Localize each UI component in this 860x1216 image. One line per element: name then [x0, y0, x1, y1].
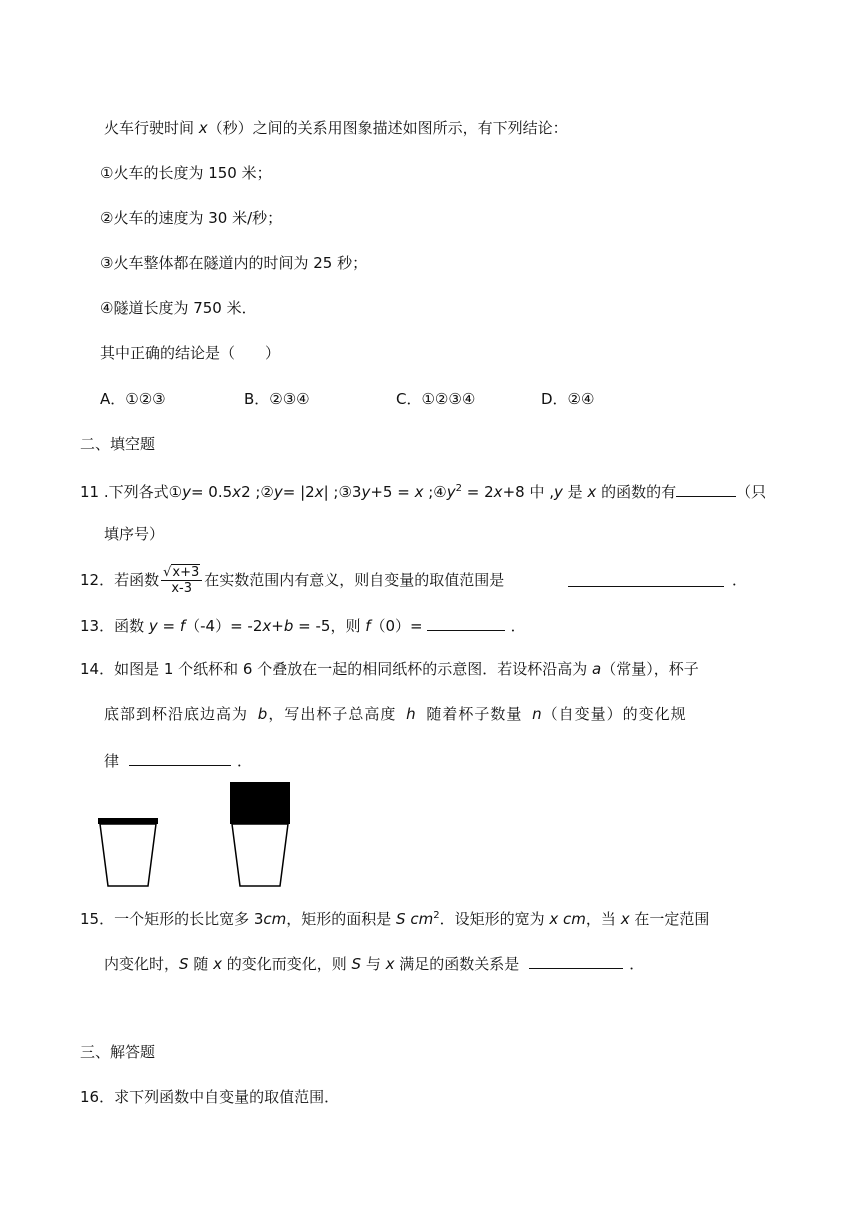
var-x: x — [198, 119, 208, 137]
t: 满足的函数关系是 — [394, 955, 520, 973]
t: 律 — [104, 752, 120, 770]
q14-line-1 — [80, 659, 699, 679]
t: ，当 — [585, 910, 621, 928]
v: y — [446, 483, 456, 501]
cup-body — [232, 824, 288, 886]
t: +5 = — [370, 483, 415, 501]
sqrt-sign: √x+3 — [163, 565, 200, 580]
q10-intro — [104, 118, 568, 138]
t: = 2 — [462, 483, 494, 501]
radicand: x+3 — [172, 565, 200, 580]
v: y — [148, 617, 158, 635]
section-heading-fill-in: 二、填空题 — [80, 435, 156, 453]
v: y — [182, 483, 191, 501]
v: h — [406, 705, 417, 723]
section-heading-answers: 三、解答题 — [80, 1043, 156, 1061]
t: 随着杯子数量 — [416, 705, 533, 723]
v: y — [361, 483, 371, 501]
v: f — [179, 617, 186, 635]
q10-conclusion-4: ④隧道长度为 750 米． — [100, 299, 257, 317]
t: 内变化时， — [104, 955, 180, 973]
t: = -5，则 — [293, 617, 366, 635]
t: ;④ — [423, 483, 447, 501]
option-d: D．②④ — [541, 390, 595, 408]
t: 2 — [433, 910, 440, 921]
t: ．设矩形的宽为 — [439, 910, 550, 928]
t: 13．函数 — [80, 617, 149, 635]
v: x — [587, 483, 597, 501]
v: b — [257, 705, 269, 723]
v: x — [232, 483, 242, 501]
denominator: x-3 — [171, 581, 192, 596]
v: x — [493, 483, 503, 501]
v: f — [365, 617, 371, 635]
q10-ask: 其中正确的结论是（ ） — [100, 344, 281, 362]
q13-line — [80, 614, 526, 636]
t: （-4）= -2 — [185, 617, 263, 635]
option-a: A．①②③ — [100, 390, 166, 408]
q11-line-2: 填序号） — [104, 525, 165, 543]
q10-conclusion-1: ①火车的长度为 150 米； — [100, 164, 272, 182]
t: （自变量）的变化规 — [542, 705, 687, 723]
q14-line-3 — [104, 749, 252, 771]
option-c: C．①②③④ — [396, 390, 476, 408]
t: = 0.5 — [190, 483, 233, 501]
paper-cups-figure — [96, 780, 296, 890]
single-cup — [98, 818, 158, 886]
v: x — [549, 910, 559, 928]
t: ，写出杯子总高度 — [268, 705, 407, 723]
t: 的函数的有 — [596, 483, 677, 501]
fraction — [161, 565, 202, 596]
t: +8 中 , — [502, 483, 554, 501]
t: ． — [510, 617, 526, 635]
q10-conclusion-3: ③火车整体都在隧道内的时间为 25 秒； — [100, 254, 368, 272]
q11-line-1 — [80, 479, 766, 502]
v: a — [592, 660, 602, 678]
period: ． — [732, 571, 748, 589]
unit: cm — [405, 910, 434, 928]
v: n — [532, 705, 543, 723]
t: 12．若函数 — [80, 571, 160, 589]
cup-body — [100, 824, 156, 886]
t: 14．如图是 1 个纸杯和 6 个叠放在一起的相同纸杯的示意图．若设杯沿高为 — [80, 660, 593, 678]
v: y — [273, 483, 283, 501]
t: 2 — [455, 483, 463, 494]
cup-rim — [98, 818, 158, 824]
v: y — [553, 483, 563, 501]
answer-blank[interactable] — [676, 480, 736, 497]
option-b: B．②③④ — [244, 390, 310, 408]
text: 火车行驶时间 — [104, 119, 199, 137]
answer-blank[interactable] — [529, 952, 623, 969]
t: | ;③3 — [323, 483, 362, 501]
unit: cm — [558, 910, 586, 928]
q10-conclusion-2: ②火车的速度为 30 米/秒； — [100, 209, 283, 227]
t: ． — [237, 752, 253, 770]
t: （只 — [736, 483, 767, 501]
q16-line: 16．求下列函数中自变量的取值范围． — [80, 1088, 340, 1106]
v: x — [385, 955, 395, 973]
t: 11 .下列各式① — [80, 483, 183, 501]
answer-blank[interactable] — [427, 614, 505, 631]
t: 在一定范围 — [629, 910, 710, 928]
t: 底部到杯沿底边高为 — [104, 705, 258, 723]
text: （秒）之间的关系用图象描述如图所示，有下列结论： — [207, 119, 568, 137]
t: 在实数范围内有意义，则自变量的取值范围是 — [204, 571, 505, 589]
v: x — [620, 910, 630, 928]
v: x — [414, 483, 424, 501]
t: 2 ;② — [241, 483, 274, 501]
t: = — [157, 617, 180, 635]
q12-line — [80, 565, 504, 596]
v: S — [396, 910, 406, 928]
v: x — [213, 955, 222, 973]
q15-line-2 — [104, 952, 644, 974]
unit: cm — [263, 910, 287, 928]
q15-line-1 — [80, 906, 709, 929]
v: S — [179, 955, 189, 973]
v: x — [314, 483, 324, 501]
t: = |2 — [282, 483, 315, 501]
numerator — [161, 565, 202, 581]
t: （0）= — [370, 617, 423, 635]
answer-blank[interactable] — [129, 749, 231, 766]
t: 随 — [188, 955, 214, 973]
t: + — [271, 617, 284, 635]
stacked-rims — [230, 782, 290, 824]
t: 的变化而变化，则 — [221, 955, 352, 973]
v: S — [351, 955, 362, 973]
q14-line-2 — [104, 704, 687, 724]
t: ． — [629, 955, 645, 973]
stacked-cups — [230, 782, 290, 886]
t: 15．一个矩形的长比宽多 3 — [80, 910, 264, 928]
v: b — [283, 617, 294, 635]
t: 是 — [562, 483, 588, 501]
t: 与 — [361, 955, 386, 973]
v: x — [262, 617, 272, 635]
t: （常量），杯子 — [601, 660, 699, 678]
t: ，矩形的面积是 — [286, 910, 397, 928]
answer-blank[interactable] — [568, 570, 724, 587]
